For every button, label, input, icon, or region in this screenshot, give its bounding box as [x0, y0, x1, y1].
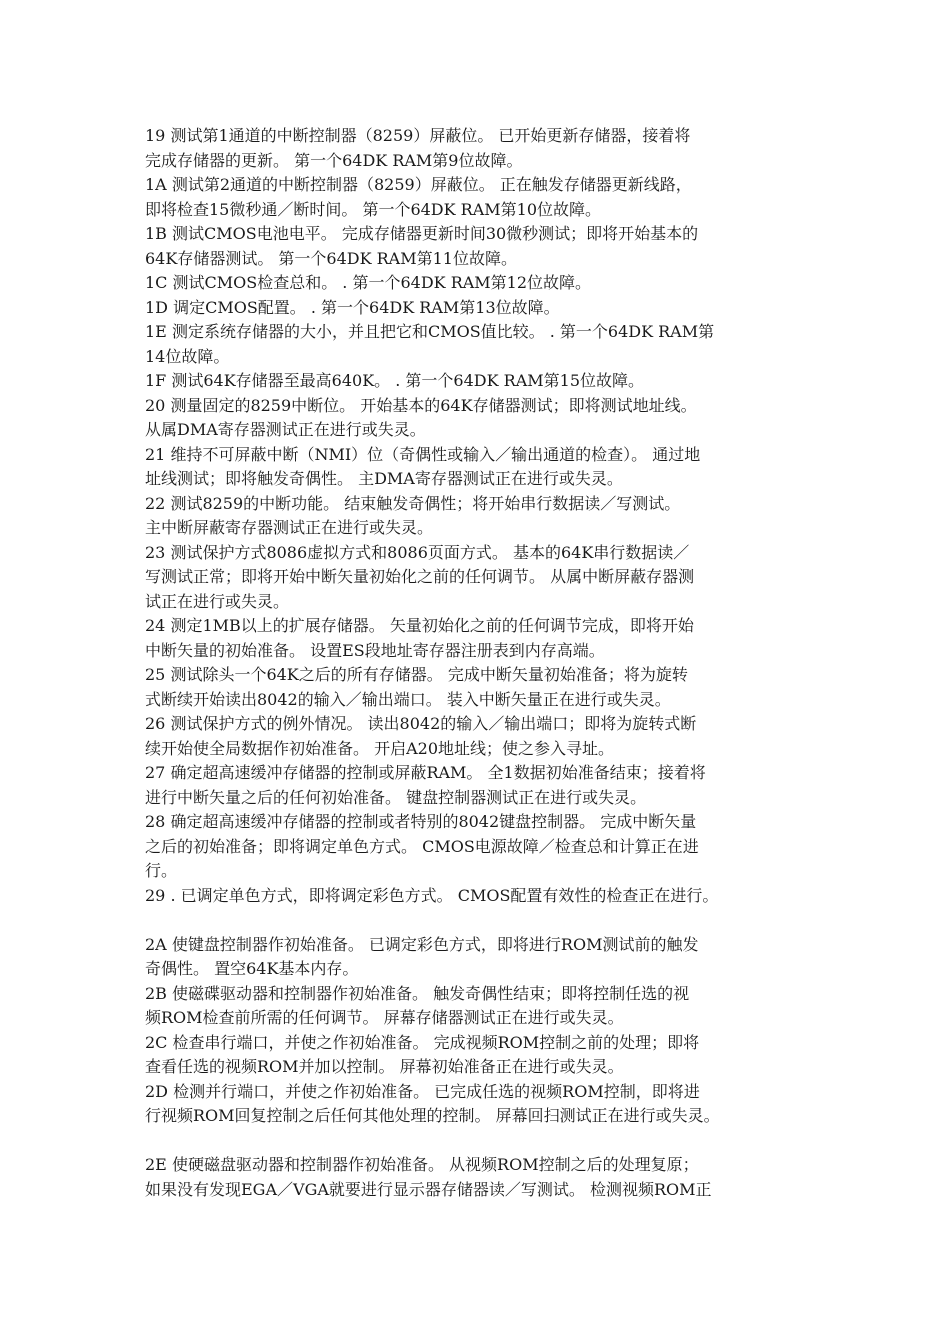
text-line: 如果没有发现EGA／VGA就要进行显示器存储器读／写测试。 检测视频ROM正 [145, 1179, 712, 1199]
paragraph [145, 271, 820, 296]
text-line: 2A 使键盘控制器作初始准备。 已调定彩色方式，即将进行ROM测试前的触发 [145, 934, 699, 954]
text-line: 1A 测试第2通道的中断控制器（8259）屏蔽位。 正在触发存储器更新线路， [145, 175, 692, 194]
text-line: 行。 [145, 861, 178, 880]
text-line: 完成存储器的更新。 第一个64DK RAM第9位故障。 [145, 150, 523, 170]
paragraph [145, 982, 820, 1031]
text-line: 27 确定超高速缓冲存储器的控制或屏蔽RAM。 全1数据初始准备结束；接着将 [145, 763, 706, 782]
text-line: 25 测试除头一个64K之后的所有存储器。 完成中断矢量初始准备；将为旋转 [145, 665, 688, 684]
text-line: 1F 测试64K存储器至最高640K。 . 第一个64DK RAM第15位故障。 [145, 371, 645, 390]
text-line: 29 . 已调定单色方式，即将调定彩色方式。 CMOS配置有效性的检查正在进行。 [145, 885, 719, 905]
spacer [145, 908, 820, 933]
paragraph [145, 1031, 820, 1080]
paragraph [145, 173, 820, 222]
paragraph [145, 761, 820, 810]
blank-line [145, 1129, 820, 1154]
paragraph [145, 1153, 820, 1202]
text-line: 主中断屏蔽寄存器测试正在进行或失灵。 [145, 518, 434, 537]
paragraph [145, 933, 820, 982]
text-line: 28 确定超高速缓冲存储器的控制或者特别的8042键盘控制器。 完成中断矢量 [145, 812, 697, 831]
text-line: 21 维持不可屏蔽中断（NMI）位（奇偶性或输入／输出通道的检查）。 通过地 [145, 444, 701, 464]
text-line: 1E 测定系统存储器的大小，并且把它和CMOS值比较。 . 第一个64DK RAM第 [145, 322, 715, 341]
text-line: 2E 使硬磁盘驱动器和控制器作初始准备。 从视频ROM控制之后的处理复原； [145, 1155, 699, 1174]
blank-line [145, 908, 820, 933]
text-line: 行视频ROM回复控制之后任何其他处理的控制。 屏幕回扫测试正在进行或失灵。 [145, 1106, 720, 1125]
paragraph [145, 1080, 820, 1129]
paragraph [145, 320, 820, 369]
text-line: 式断续开始读出8042的输入／输出端口。 装入中断矢量正在进行或失灵。 [145, 689, 671, 709]
text-line: 址线测试；即将触发奇偶性。 主DMA寄存器测试正在进行或失灵。 [145, 469, 623, 488]
text-line: 1B 测试CMOS电池电平。 完成存储器更新时间30微秒测试；即将开始基本的 [145, 224, 699, 243]
paragraph [145, 614, 820, 663]
text-line: 1D 调定CMOS配置。 . 第一个64DK RAM第13位故障。 [145, 297, 560, 317]
text-line: 奇偶性。 置空64K基本内存。 [145, 959, 359, 978]
text-line: 64K存储器测试。 第一个64DK RAM第11位故障。 [145, 248, 517, 268]
text-line: 续开始使全局数据作初始准备。 开启A20地址线；使之参入寻址。 [145, 738, 615, 758]
paragraph [145, 369, 820, 394]
paragraph [145, 492, 820, 541]
paragraph [145, 222, 820, 271]
text-line: 试正在进行或失灵。 [145, 591, 290, 611]
text-line: 1C 测试CMOS检查总和。 . 第一个64DK RAM第12位故障。 [145, 273, 592, 292]
paragraph [145, 443, 820, 492]
text-line: 19 测试第1通道的中断控制器（8259）屏蔽位。 已开始更新存储器，接着将 [145, 126, 691, 145]
paragraph [145, 394, 820, 443]
text-line: 23 测试保护方式8086虚拟方式和8086页面方式。 基本的64K串行数据读／ [145, 542, 690, 562]
text-line: 频ROM检查前所需的任何调节。 屏幕存储器测试正在进行或失灵。 [145, 1008, 624, 1027]
paragraph [145, 296, 820, 321]
text-line: 14位故障。 [145, 346, 230, 366]
text-line: 写测试正常；即将开始中断矢量初始化之前的任何调节。 从属中断屏蔽存器测 [145, 567, 695, 586]
text-line: 2C 检查串行端口，并使之作初始准备。 完成视频ROM控制之前的处理；即将 [145, 1032, 700, 1052]
paragraph [145, 884, 820, 909]
text-line: 从属DMA寄存器测试正在进行或失灵。 [145, 420, 426, 439]
document-body [145, 124, 820, 1202]
text-line: 2B 使磁碟驱动器和控制器作初始准备。 触发奇偶性结束；即将控制任选的视 [145, 983, 690, 1003]
text-line: 22 测试8259的中断功能。 结束触发奇偶性；将开始串行数据读／写测试。 [145, 493, 681, 513]
paragraph [145, 712, 820, 761]
text-line: 中断矢量的初始准备。 设置ES段地址寄存器注册表到内存高端。 [145, 640, 605, 660]
paragraph [145, 663, 820, 712]
paragraph [145, 810, 820, 884]
text-line: 进行中断矢量之后的任何初始准备。 键盘控制器测试正在进行或失灵。 [145, 787, 647, 807]
text-line: 即将检查15微秒通／断时间。 第一个64DK RAM第10位故障。 [145, 199, 602, 219]
text-line: 2D 检测并行端口，并使之作初始准备。 已完成任选的视频ROM控制，即将进 [145, 1081, 700, 1101]
text-line: 之后的初始准备；即将调定单色方式。 CMOS电源故障／检查总和计算正在进 [145, 836, 699, 856]
text-line: 20 测量固定的8259中断位。 开始基本的64K存储器测试；即将测试地址线。 [145, 395, 697, 415]
text-line: 24 测定1MB以上的扩展存储器。 矢量初始化之前的任何调节完成，即将开始 [145, 616, 694, 635]
text-line: 26 测试保护方式的例外情况。 读出8042的输入／输出端口；即将为旋转式断 [145, 714, 697, 733]
paragraph [145, 541, 820, 615]
spacer [145, 1129, 820, 1154]
paragraph [145, 124, 820, 173]
text-line: 查看任选的视频ROM并加以控制。 屏幕初始准备正在进行或失灵。 [145, 1057, 624, 1076]
